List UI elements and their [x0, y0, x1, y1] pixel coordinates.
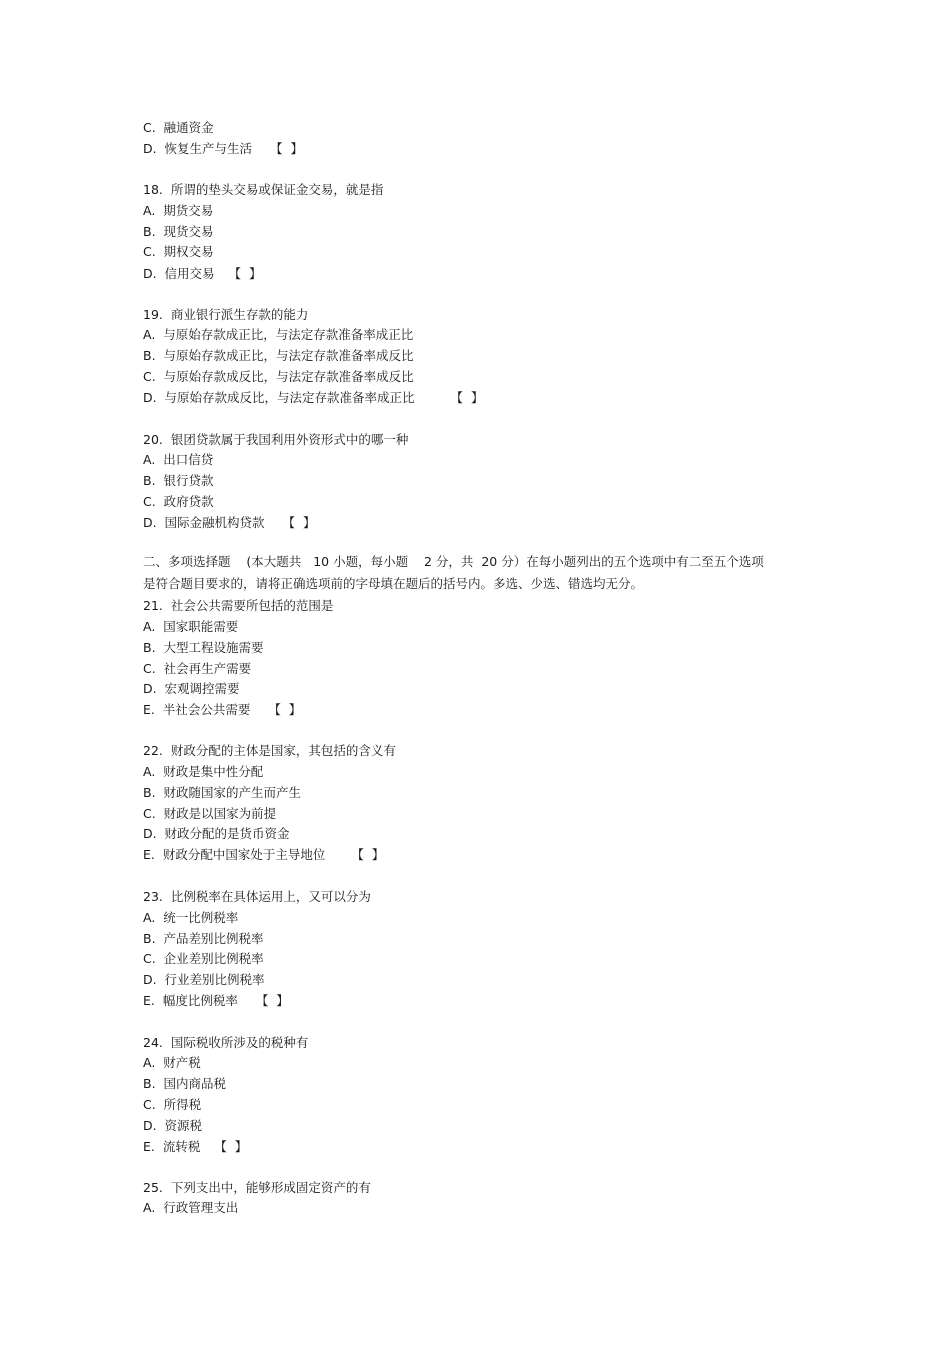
text-line — [143, 473, 214, 489]
text-line — [143, 1055, 201, 1071]
text-line — [143, 182, 383, 198]
answer-bracket: 【 】 — [270, 141, 303, 156]
line-text: B. 大型工程设施需要 — [143, 640, 264, 655]
line-text: E. 财政分配中国家处于主导地位 — [143, 847, 326, 862]
text-line — [143, 390, 484, 406]
line-text: C. 社会再生产需要 — [143, 661, 252, 676]
line-text: A. 财产税 — [143, 1055, 201, 1070]
answer-bracket: 【 】 — [255, 993, 289, 1008]
text-line — [143, 348, 414, 364]
line-text: 22. 财政分配的主体是国家，其包括的含义有 — [143, 743, 396, 758]
text-line — [143, 141, 303, 157]
answer-bracket: 【 】 — [268, 702, 302, 717]
text-line — [143, 203, 213, 219]
text-line — [143, 993, 289, 1009]
line-text: A. 行政管理支出 — [143, 1200, 239, 1215]
text-line — [143, 743, 396, 759]
line-text: C. 所得税 — [143, 1097, 202, 1112]
text-line — [143, 432, 408, 448]
text-line — [143, 1035, 308, 1051]
answer-bracket: 【 】 — [351, 847, 385, 862]
line-text: B. 产品差别比例税率 — [143, 931, 264, 946]
answer-bracket: 【 】 — [228, 266, 262, 281]
line-text: D. 宏观调控需要 — [143, 681, 240, 696]
text-line — [143, 910, 238, 926]
line-text: B. 与原始存款成正比，与法定存款准备率成反比 — [143, 348, 414, 363]
text-line — [143, 640, 264, 656]
text-line — [143, 307, 308, 323]
text-line — [143, 951, 264, 967]
line-text: C. 与原始存款成反比，与法定存款准备率成反比 — [143, 369, 414, 384]
text-line — [143, 764, 263, 780]
line-text: A. 与原始存款成正比，与法定存款准备率成正比 — [143, 327, 414, 342]
text-line — [143, 369, 414, 385]
line-text: B. 国内商品税 — [143, 1076, 226, 1091]
line-text: C. 期权交易 — [143, 244, 214, 259]
line-text: D. 国际金融机构贷款 — [143, 515, 265, 530]
line-text: 二、多项选择题 (本大题共 10 小题，每小题 2 分，共 20 分）在每小题列出的五个选项中有二至五个选项 — [143, 554, 764, 569]
answer-bracket: 【 】 — [214, 1139, 248, 1154]
line-text: A. 财政是集中性分配 — [143, 764, 264, 779]
text-line — [143, 452, 213, 468]
text-line — [143, 681, 240, 697]
line-text: C. 政府贷款 — [143, 494, 214, 509]
line-text: 是符合题目要求的，请将正确选项前的字母填在题后的括号内。多选、少选、错选均无分。 — [143, 576, 644, 591]
text-line — [143, 494, 214, 510]
line-text: 19. 商业银行派生存款的能力 — [143, 307, 309, 322]
line-text: C. 融通资金 — [143, 120, 214, 135]
text-line — [143, 619, 238, 635]
text-line — [143, 1097, 201, 1113]
line-text: E. 半社会公共需要 — [143, 702, 251, 717]
line-text: C. 财政是以国家为前提 — [143, 806, 277, 821]
text-line — [143, 1118, 202, 1134]
line-text: D. 信用交易 — [143, 266, 215, 281]
answer-bracket: 【 】 — [450, 390, 484, 405]
text-line — [143, 576, 643, 592]
line-text: D. 财政分配的是货币资金 — [143, 826, 290, 841]
text-line — [143, 224, 214, 240]
line-text: A. 统一比例税率 — [143, 910, 239, 925]
text-line — [143, 847, 384, 863]
line-text: A. 期货交易 — [143, 203, 214, 218]
text-line — [143, 1180, 371, 1196]
line-text: 21. 社会公共需要所包括的范围是 — [143, 598, 334, 613]
line-text: 20. 银团贷款属于我国利用外资形式中的哪一种 — [143, 432, 409, 447]
line-text: 25. 下列支出中，能够形成固定资产的有 — [143, 1180, 371, 1195]
line-text: E. 幅度比例税率 — [143, 993, 238, 1008]
answer-bracket: 【 】 — [282, 515, 316, 530]
text-line — [143, 972, 265, 988]
line-text: D. 与原始存款成反比，与法定存款准备率成正比 — [143, 390, 415, 405]
line-text: D. 恢复生产与生活 — [143, 141, 253, 156]
text-line — [143, 515, 316, 531]
text-line — [143, 1139, 247, 1155]
text-line — [143, 554, 764, 570]
text-line — [143, 661, 251, 677]
text-line — [143, 806, 276, 822]
line-text: A. 出口信贷 — [143, 452, 214, 467]
line-text: A. 国家职能需要 — [143, 619, 239, 634]
text-line — [143, 785, 301, 801]
text-line — [143, 889, 371, 905]
text-line — [143, 1200, 238, 1216]
text-line — [143, 327, 413, 343]
line-text: 23. 比例税率在具体运用上，又可以分为 — [143, 889, 371, 904]
text-line — [143, 931, 264, 947]
text-line — [143, 266, 262, 282]
line-text: 24. 国际税收所涉及的税种有 — [143, 1035, 309, 1050]
text-line — [143, 702, 301, 718]
line-text: E. 流转税 — [143, 1139, 201, 1154]
text-line — [143, 244, 214, 260]
text-line — [143, 120, 214, 136]
line-text: 18. 所谓的垫头交易或保证金交易，就是指 — [143, 182, 384, 197]
text-line — [143, 826, 290, 842]
line-text: B. 银行贷款 — [143, 473, 214, 488]
line-text: B. 现货交易 — [143, 224, 214, 239]
line-text: D. 行业差别比例税率 — [143, 972, 265, 987]
text-line — [143, 1076, 226, 1092]
text-line — [143, 598, 333, 614]
line-text: C. 企业差别比例税率 — [143, 951, 264, 966]
line-text: B. 财政随国家的产生而产生 — [143, 785, 301, 800]
line-text: D. 资源税 — [143, 1118, 203, 1133]
